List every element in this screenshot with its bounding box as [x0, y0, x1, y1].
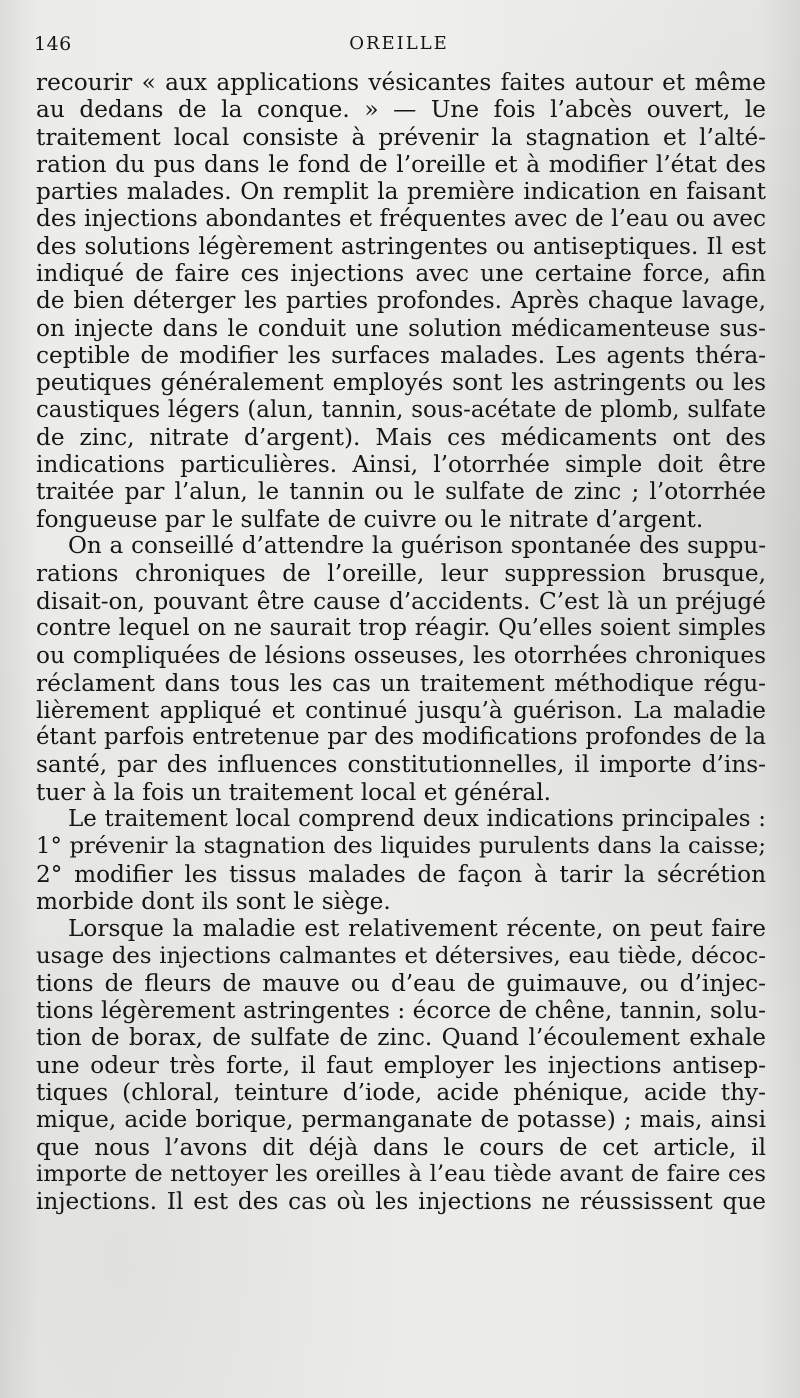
text-line: indications particulières. Ainsi, l’otorrhée simple doit être: [36, 451, 766, 479]
text-line: tuer à la fois un traitement local et général.: [36, 778, 552, 806]
text-line: lièrement appliqué et continué jusqu’à guérison. La maladie: [36, 696, 766, 724]
page-number: 146: [34, 33, 72, 55]
text-line: une odeur très forte, il faut employer les injections antisep-: [36, 1051, 766, 1079]
text-line: ration du pus dans le fond de l’oreille et à modifier l’état des: [36, 150, 766, 178]
text-line: Lorsque la maladie est relativement récente, on peut faire: [68, 915, 766, 943]
text-line: étant parfois entretenue par des modifications profondes de la: [36, 724, 766, 751]
text-line: indiqué de faire ces injections avec une certaine force, afin: [36, 260, 766, 288]
text-line: morbide dont ils sont le siège.: [36, 887, 391, 915]
page-header: [34, 33, 764, 57]
text-line: on injecte dans le conduit une solution médicamenteuse sus-: [36, 314, 766, 342]
text-line: rations chroniques de l’oreille, leur suppression brusque,: [36, 560, 766, 588]
text-line: On a conseillé d’attendre la guérison spontanée des suppu-: [68, 533, 766, 560]
text-line: traitement local consiste à prévenir la stagnation et l’alté-: [36, 123, 766, 151]
text-line: ou compliquées de lésions osseuses, les otorrhées chroniques: [36, 642, 766, 670]
text-line: tions légèrement astringentes : écorce de chêne, tannin, solu-: [36, 997, 766, 1025]
text-line: 1° prévenir la stagnation des liquides purulents dans la caisse;: [36, 833, 766, 860]
running-title: OREILLE: [349, 33, 449, 54]
text-line: disait-on, pouvant être cause d’accidents. C’est là un préjugé: [36, 587, 766, 615]
text-line: injections. Il est des cas où les injections ne réussissent que: [36, 1188, 766, 1216]
text-line: de bien déterger les parties profondes. Après chaque lavage,: [36, 287, 766, 315]
text-line: de zinc, nitrate d’argent). Mais ces médicaments ont des: [36, 423, 766, 451]
text-line: au dedans de la conque. » — Une fois l’abcès ouvert, le: [36, 96, 766, 124]
text-line: tiques (chloral, teinture d’iode, acide phénique, acide thy-: [36, 1078, 766, 1106]
body-text: [36, 69, 766, 1215]
text-line: traitée par l’alun, le tannin ou le sulfate de zinc ; l’otorrhée: [36, 478, 766, 506]
text-line: importe de nettoyer les oreilles à l’eau tiède avant de faire ces: [36, 1160, 766, 1187]
text-line: que nous l’avons dit déjà dans le cours de cet article, il: [36, 1133, 766, 1161]
text-line: ceptible de modifier les surfaces malades. Les agents théra-: [36, 341, 766, 369]
text-line: des solutions légèrement astringentes ou antiseptiques. Il est: [36, 232, 766, 260]
text-line: parties malades. On remplit la première indication en faisant: [36, 178, 766, 206]
text-line: tion de borax, de sulfate de zinc. Quand l’écoulement exhale: [36, 1024, 766, 1052]
text-line: recourir « aux applications vésicantes faites autour et même: [36, 69, 766, 96]
text-line: des injections abondantes et fréquentes avec de l’eau ou avec: [36, 205, 766, 233]
text-line: caustiques légers (alun, tannin, sous-acétate de plomb, sulfate: [36, 396, 766, 423]
text-line: contre lequel on ne saurait trop réagir. Qu’elles soient simples: [36, 614, 766, 641]
text-line: santé, par des influences constitutionnelles, il importe d’ins-: [36, 751, 766, 779]
text-line: fongueuse par le sulfate de cuivre ou le nitrate d’argent.: [36, 505, 704, 533]
text-line: peutiques généralement employés sont les astringents ou les: [36, 369, 766, 397]
text-line: 2° modifier les tissus malades de façon à tarir la sécrétion: [36, 860, 766, 888]
text-line: Le traitement local comprend deux indications principales :: [68, 806, 766, 833]
text-line: usage des injections calmantes et détersives, eau tiède, décoc-: [36, 942, 766, 969]
text-line: réclament dans tous les cas un traitement méthodique régu-: [36, 669, 766, 697]
text-line: tions de fleurs de mauve ou d’eau de guimauve, ou d’injec-: [36, 969, 766, 997]
text-line: mique, acide borique, permanganate de potasse) ; mais, ainsi: [36, 1106, 766, 1134]
